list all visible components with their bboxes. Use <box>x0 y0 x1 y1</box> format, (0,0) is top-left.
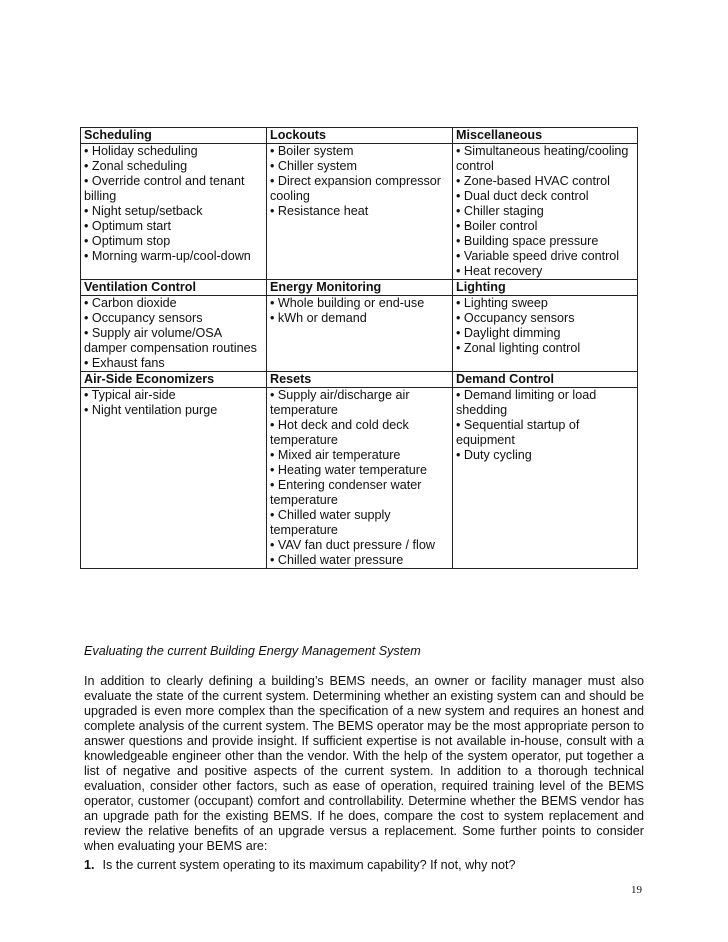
table-header-row <box>81 280 638 296</box>
category-heading: Ventilation Control <box>81 280 267 296</box>
category-heading: Demand Control <box>453 372 638 388</box>
list-item: • Heating water temperature <box>270 463 428 477</box>
category-items <box>453 144 638 280</box>
list-item: • Supply air volume/OSA damper compensation routines <box>84 326 257 355</box>
question-text: Is the current system operating to its maximum capability? If not, why not? <box>102 858 516 872</box>
category-items <box>267 144 453 280</box>
list-item: • Optimum stop <box>84 234 171 248</box>
list-item: • Resistance heat <box>270 204 369 218</box>
list-item: • Lighting sweep <box>456 296 548 310</box>
category-heading: Lockouts <box>267 128 453 144</box>
category-heading: Lighting <box>453 280 638 296</box>
table-body <box>81 128 638 569</box>
category-items <box>453 296 638 372</box>
list-item: • Chiller staging <box>456 204 544 218</box>
category-heading: Scheduling <box>81 128 267 144</box>
list-item: • Simultaneous heating/cooling control <box>456 144 629 173</box>
list-item: • Duty cycling <box>456 448 532 462</box>
list-item: • Supply air/discharge air temperature <box>270 388 410 417</box>
list-item: • Sequential startup of equipment <box>456 418 580 447</box>
list-item: • Carbon dioxide <box>84 296 177 310</box>
list-item: • Zonal scheduling <box>84 159 188 173</box>
section-heading: Evaluating the current Building Energy Management System <box>84 644 421 658</box>
list-item: • Night ventilation purge <box>84 403 218 417</box>
list-item: • Building space pressure <box>456 234 599 248</box>
list-item: • Variable speed drive control <box>456 249 620 263</box>
list-item: • Zone-based HVAC control <box>456 174 610 188</box>
list-item: • kWh or demand <box>270 311 367 325</box>
question-item <box>84 858 644 873</box>
list-item: • Demand limiting or load shedding <box>456 388 597 417</box>
list-item: • Night setup/setback <box>84 204 203 218</box>
list-item: • Occupancy sensors <box>84 311 203 325</box>
list-item: • Dual duct deck control <box>456 189 589 203</box>
list-item: • Chiller system <box>270 159 357 173</box>
list-item: • Occupancy sensors <box>456 311 575 325</box>
category-heading: Resets <box>267 372 453 388</box>
table-header-row <box>81 372 638 388</box>
table-body-row <box>81 144 638 280</box>
list-item: • Heat recovery <box>456 264 543 278</box>
question-number: 1. <box>84 858 95 872</box>
category-heading: Air-Side Economizers <box>81 372 267 388</box>
category-items <box>453 388 638 569</box>
list-item: • Hot deck and cold deck temperature <box>270 418 409 447</box>
category-items <box>81 296 267 372</box>
list-item: • Optimum start <box>84 219 171 233</box>
table-body-row <box>81 388 638 569</box>
list-item: • Entering condenser water temperature <box>270 478 422 507</box>
list-item: • Boiler control <box>456 219 538 233</box>
list-item: • Chilled water supply temperature <box>270 508 391 537</box>
category-heading: Miscellaneous <box>453 128 638 144</box>
list-item: • Typical air-side <box>84 388 176 402</box>
list-item: • Exhaust fans <box>84 356 165 370</box>
category-items <box>267 388 453 569</box>
category-heading: Energy Monitoring <box>267 280 453 296</box>
list-item: • Override control and tenant billing <box>84 174 245 203</box>
list-item: • VAV fan duct pressure / flow <box>270 538 435 552</box>
list-item: • Daylight dimming <box>456 326 561 340</box>
list-item: • Chilled water pressure <box>270 553 404 567</box>
bems-features-table <box>80 127 638 569</box>
list-item: • Mixed air temperature <box>270 448 401 462</box>
list-item: • Whole building or end-use <box>270 296 425 310</box>
category-items <box>267 296 453 372</box>
list-item: • Boiler system <box>270 144 354 158</box>
list-item: • Zonal lighting control <box>456 341 581 355</box>
category-items <box>81 388 267 569</box>
category-items <box>81 144 267 280</box>
list-item: • Direct expansion compressor cooling <box>270 174 441 203</box>
body-paragraph: In addition to clearly defining a building’s BEMS needs, an owner or facility manager must also evaluate the state of the current system. Determining whether an existing system can and should be upgraded is even more complex than the specification of a new system and requires an honest and complete analysis of the current system. The BEMS operator may be the most appropriate person to answer questions and provide insight. If sufficient expertise is not available in-house, consult with a knowledgeable engineer other than the vendor. With the help of the system operator, put together a list of negative and positive aspects of the current system. In addition to a thorough technical evaluation, consider other factors, such as ease of operation, required training level of the BEMS operator, customer (occupant) comfort and controllability. Determine whether the BEMS vendor has an upgrade path for the existing BEMS. If he does, compare the cost to system replacement and review the relative benefits of an upgrade versus a replacement. Some further points to consider when evaluating your BEMS are: <box>84 674 644 853</box>
table-body-row <box>81 296 638 372</box>
page-number: 19 <box>631 884 642 896</box>
table-header-row <box>81 128 638 144</box>
list-item: • Morning warm-up/cool-down <box>84 249 251 263</box>
list-item: • Holiday scheduling <box>84 144 198 158</box>
